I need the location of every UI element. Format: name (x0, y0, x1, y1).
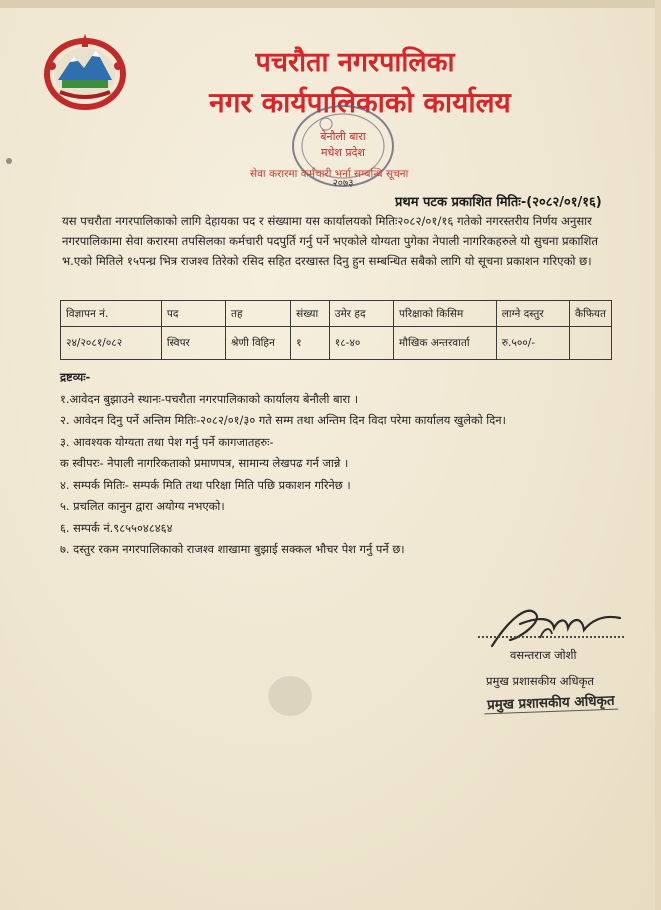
column-header-age-limit: उमेर हद (329, 301, 393, 327)
note-item: ४. सम्पर्क मितिः- सम्पर्क मिति तथा परिक्षा मिति पछि प्रकाशन गरिनेछ । (60, 477, 351, 492)
column-header-post: पद (161, 301, 225, 327)
column-header-exam-type: परिक्षाको किसिम (394, 301, 497, 327)
seal-text-line2: मधेश प्रदेश (321, 146, 365, 159)
cell-count: १ (291, 327, 330, 360)
notes-section (60, 367, 630, 561)
designation-stamp: प्रमुख प्रशासकीय अधिकृत (484, 691, 618, 715)
table-row (61, 327, 612, 360)
seal-text-line1: बेनौली बारा (320, 130, 366, 143)
notice-subject: सेवा करारमा कर्मचारी भर्ना सम्बन्धि सूचना (250, 168, 409, 180)
note-item: ६. सम्पर्क नं.९८५५०४८४६४ (60, 520, 173, 535)
note-item: ७. दस्तुर रकम नगरपालिकाको राजश्व शाखामा बुझाई सक्कल भौचर पेश गर्नु पर्ने छ। (60, 542, 405, 556)
cell-exam-type: मौखिक अन्तरवार्ता (394, 327, 497, 360)
paper-speck (6, 158, 12, 164)
cell-fee: रु.५००/- (496, 327, 569, 360)
municipality-title: पचरौता नगरपालिका (255, 47, 455, 78)
notice-body-paragraph: यस पचरौता नगरपालिकाको लागि देहायका पद र संख्यामा यस कार्यालयको मितिः२०८२/०१/१६ गतेको नगरस्तरीय निर्णय अनुसार नगरपालिकामा सेवा करारमा तपसिलका कर्मचारी पदपुर्ति गर्नु पर्ने भएकोले योग्यता पुगेका नेपाली नागरिकहरुले यो सुचना प्रकाशित भ.एको मितिले १५पन्ध्र भित्र राजश्व तिरेको रसिद सहित दरखास्त दिनु हुन सम्बन्धित सबैको लागि यो सूचना प्रकाशन गरिएको छ। (62, 214, 599, 268)
cell-level: श्रेणी विहिन (226, 327, 291, 360)
column-header-level: तह (226, 301, 291, 327)
cell-post: स्विपर (161, 327, 225, 360)
column-header-remarks: कैफियत (570, 301, 612, 327)
note-item: १.आवेदन बुझाउने स्थानः-पचरौता नगरपालिकाको कार्यालय बेनौली बारा । (60, 391, 359, 406)
note-item: २. आवेदन दिनु पर्ने अन्तिम मितिः-२०८२/०१/३० गते सम्म तथा अन्तिम दिन विदा परेमा कार्यालय खुलेको दिन। (60, 413, 506, 427)
signature-line (478, 636, 624, 638)
cell-remarks (570, 327, 612, 360)
seal-year: २०७३ (332, 178, 354, 189)
signer-name: वसन्तराज जोशी (510, 648, 577, 662)
note-item: ३. आवश्यक योग्यता तथा पेश गर्नु पर्ने कागजातहरुः- (60, 434, 274, 449)
note-item: क स्वीपरः- नेपाली नागरिकताको प्रमाणपत्र, सामान्य लेखपढ गर्न जान्ने । (60, 456, 349, 470)
column-header-fee: लाग्ने दस्तुर (496, 301, 569, 327)
office-title: नगर कार्यपालिकाको कार्यालय (209, 86, 511, 119)
cell-age-limit: १८-४० (329, 327, 393, 360)
notes-heading: द्रष्टव्यः- (60, 370, 91, 384)
paper-smudge (268, 676, 312, 716)
nepal-government-emblem-icon (40, 30, 130, 112)
column-header-count: संख्या (291, 301, 330, 327)
column-header-ad-number: विज्ञापन नं. (61, 301, 162, 327)
publish-date: प्रथम पटक प्रकाशित मितिः-(२०८२/०१/१६) (395, 195, 602, 210)
signer-designation: प्रमुख प्रशासकीय अधिकृत (486, 674, 594, 688)
vacancy-table (60, 300, 612, 360)
note-item: ५. प्रचलित कानुन द्वारा अयोग्य नभएको। (60, 499, 225, 513)
table-header-row (61, 301, 612, 327)
cell-ad-number: २४/२०८१/०८२ (61, 327, 162, 360)
